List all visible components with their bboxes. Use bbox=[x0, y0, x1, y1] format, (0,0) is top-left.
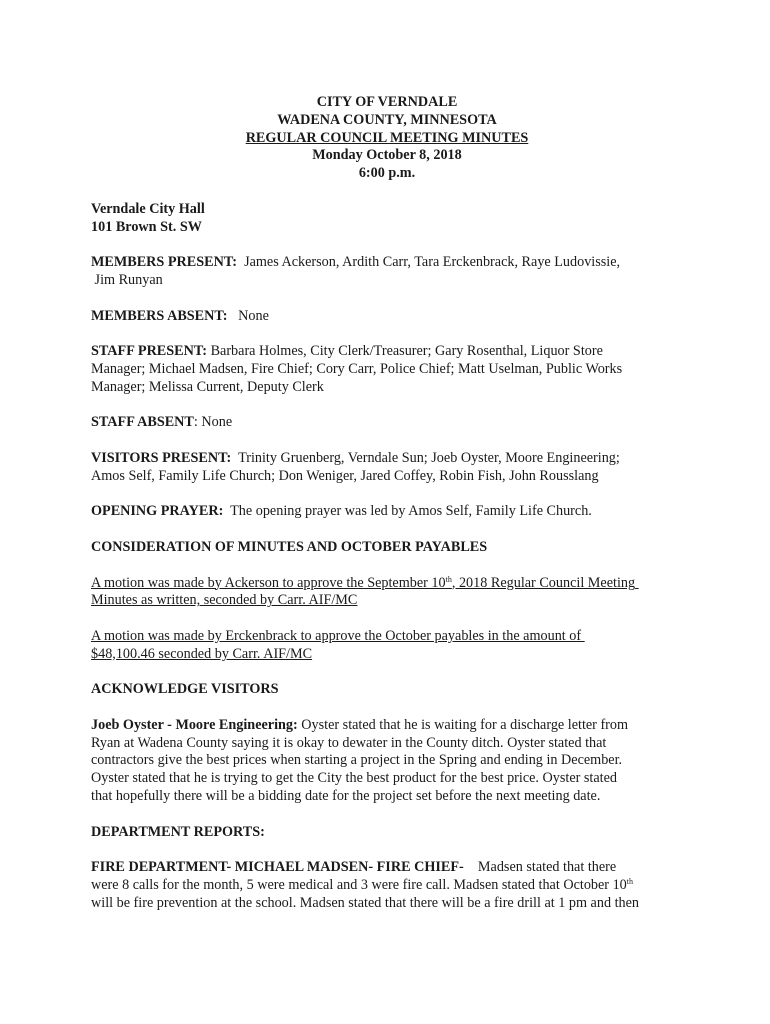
city-name: CITY OF VERNDALE bbox=[316, 94, 458, 110]
staff-present bbox=[91, 343, 683, 361]
consideration-heading: CONSIDERATION OF MINUTES AND OCTOBER PAYABLES bbox=[91, 538, 488, 555]
fire-report-line2 bbox=[91, 877, 683, 895]
location-name: Verndale City Hall bbox=[91, 200, 205, 217]
fire-report-sup: th bbox=[626, 877, 633, 887]
visitor-report-line5: that hopefully there will be a bidding date for the project set before the next meeting date. bbox=[91, 788, 601, 805]
motion1-text-cont: , 2018 Regular Council Meeting bbox=[451, 574, 636, 591]
opening-prayer-label: OPENING PRAYER: bbox=[91, 503, 224, 520]
staff-present-line2: Manager; Michael Madsen, Fire Chief; Cory Carr, Police Chief; Matt Uselman, Public Works bbox=[91, 360, 623, 377]
visitor-report-line4: Oyster stated that he is trying to get the City the best product for the best price. Oyster stated bbox=[91, 770, 617, 787]
visitors-present-label: VISITORS PRESENT: bbox=[91, 449, 232, 466]
visitor-report bbox=[91, 717, 683, 735]
visitor-report-line1: Oyster stated that he is waiting for a discharge letter from bbox=[301, 716, 629, 733]
motion2-line1: A motion was made by Erckenbrack to approve the October payables in the amount of bbox=[91, 627, 582, 644]
opening-prayer bbox=[91, 503, 683, 521]
fire-report-line1: Madsen stated that there bbox=[477, 859, 617, 876]
fire-report-label: FIRE DEPARTMENT- MICHAEL MADSEN- FIRE CHIEF- bbox=[91, 859, 464, 876]
department-reports-heading: DEPARTMENT REPORTS: bbox=[91, 823, 265, 840]
motion2-line2: $48,100.46 seconded by Carr. AIF/MC bbox=[91, 645, 313, 662]
acknowledge-heading: ACKNOWLEDGE VISITORS bbox=[91, 681, 279, 698]
location-address: 101 Brown St. SW bbox=[91, 218, 202, 235]
members-present-line1: James Ackerson, Ardith Carr, Tara Erckenbrack, Raye Ludovissie, bbox=[244, 254, 621, 271]
motion1-line2: Minutes as written, seconded by Carr. AIF/MC bbox=[91, 592, 358, 609]
visitor-report-line3: contractors give the best prices when starting a project in the Spring and ending in December. bbox=[91, 752, 623, 769]
meeting-date: Monday October 8, 2018 bbox=[312, 147, 462, 164]
staff-present-line1: Barbara Holmes, City Clerk/Treasurer; Gary Rosenthal, Liquor Store bbox=[210, 343, 603, 360]
motion-minutes bbox=[91, 575, 683, 593]
meeting-time: 6:00 p.m. bbox=[358, 165, 416, 182]
motion-payables-cont bbox=[91, 646, 683, 664]
members-present-cont bbox=[91, 272, 683, 290]
staff-absent-label: STAFF ABSENT bbox=[91, 414, 194, 431]
visitors-present-line2: Amos Self, Family Life Church; Don Weniger, Jared Coffey, Robin Fish, John Rousslang bbox=[91, 467, 599, 484]
members-absent-value: None bbox=[238, 307, 269, 324]
motion-payables bbox=[91, 628, 683, 646]
staff-absent bbox=[91, 414, 683, 432]
document-header bbox=[91, 94, 683, 183]
motion1-sup: th bbox=[445, 574, 452, 584]
members-present-line2: Jim Runyan bbox=[94, 271, 163, 288]
visitor-report-label: Joeb Oyster - Moore Engineering: bbox=[91, 716, 298, 733]
members-absent bbox=[91, 308, 683, 326]
staff-present-label: STAFF PRESENT: bbox=[91, 343, 208, 360]
visitors-present-line1: Trinity Gruenberg, Verndale Sun; Joeb Oyster, Moore Engineering; bbox=[238, 449, 620, 466]
staff-absent-value: : None bbox=[193, 414, 233, 431]
minutes-content bbox=[91, 94, 683, 913]
fire-report-line3: will be fire prevention at the school. Madsen stated that there will be a fire drill at 1 pm and then bbox=[91, 894, 640, 911]
fire-report bbox=[91, 859, 683, 877]
document-title: REGULAR COUNCIL MEETING MINUTES bbox=[245, 129, 529, 146]
opening-prayer-text: The opening prayer was led by Amos Self, Family Life Church. bbox=[230, 503, 592, 520]
county-name: WADENA COUNTY, MINNESOTA bbox=[277, 111, 497, 128]
staff-present-line3: Manager; Melissa Current, Deputy Clerk bbox=[91, 378, 324, 395]
members-absent-label: MEMBERS ABSENT: bbox=[91, 307, 228, 324]
fire-report-line2-text: were 8 calls for the month, 5 were medical and 3 were fire call. Madsen stated that October 10 bbox=[91, 877, 627, 894]
members-present bbox=[91, 254, 683, 272]
visitor-report-line2: Ryan at Wadena County saying it is okay to dewater in the County ditch. Oyster stated that bbox=[91, 734, 607, 751]
visitors-present bbox=[91, 450, 683, 468]
members-present-label: MEMBERS PRESENT: bbox=[91, 254, 237, 271]
motion1-text: A motion was made by Ackerson to approve the September 10 bbox=[91, 574, 446, 591]
